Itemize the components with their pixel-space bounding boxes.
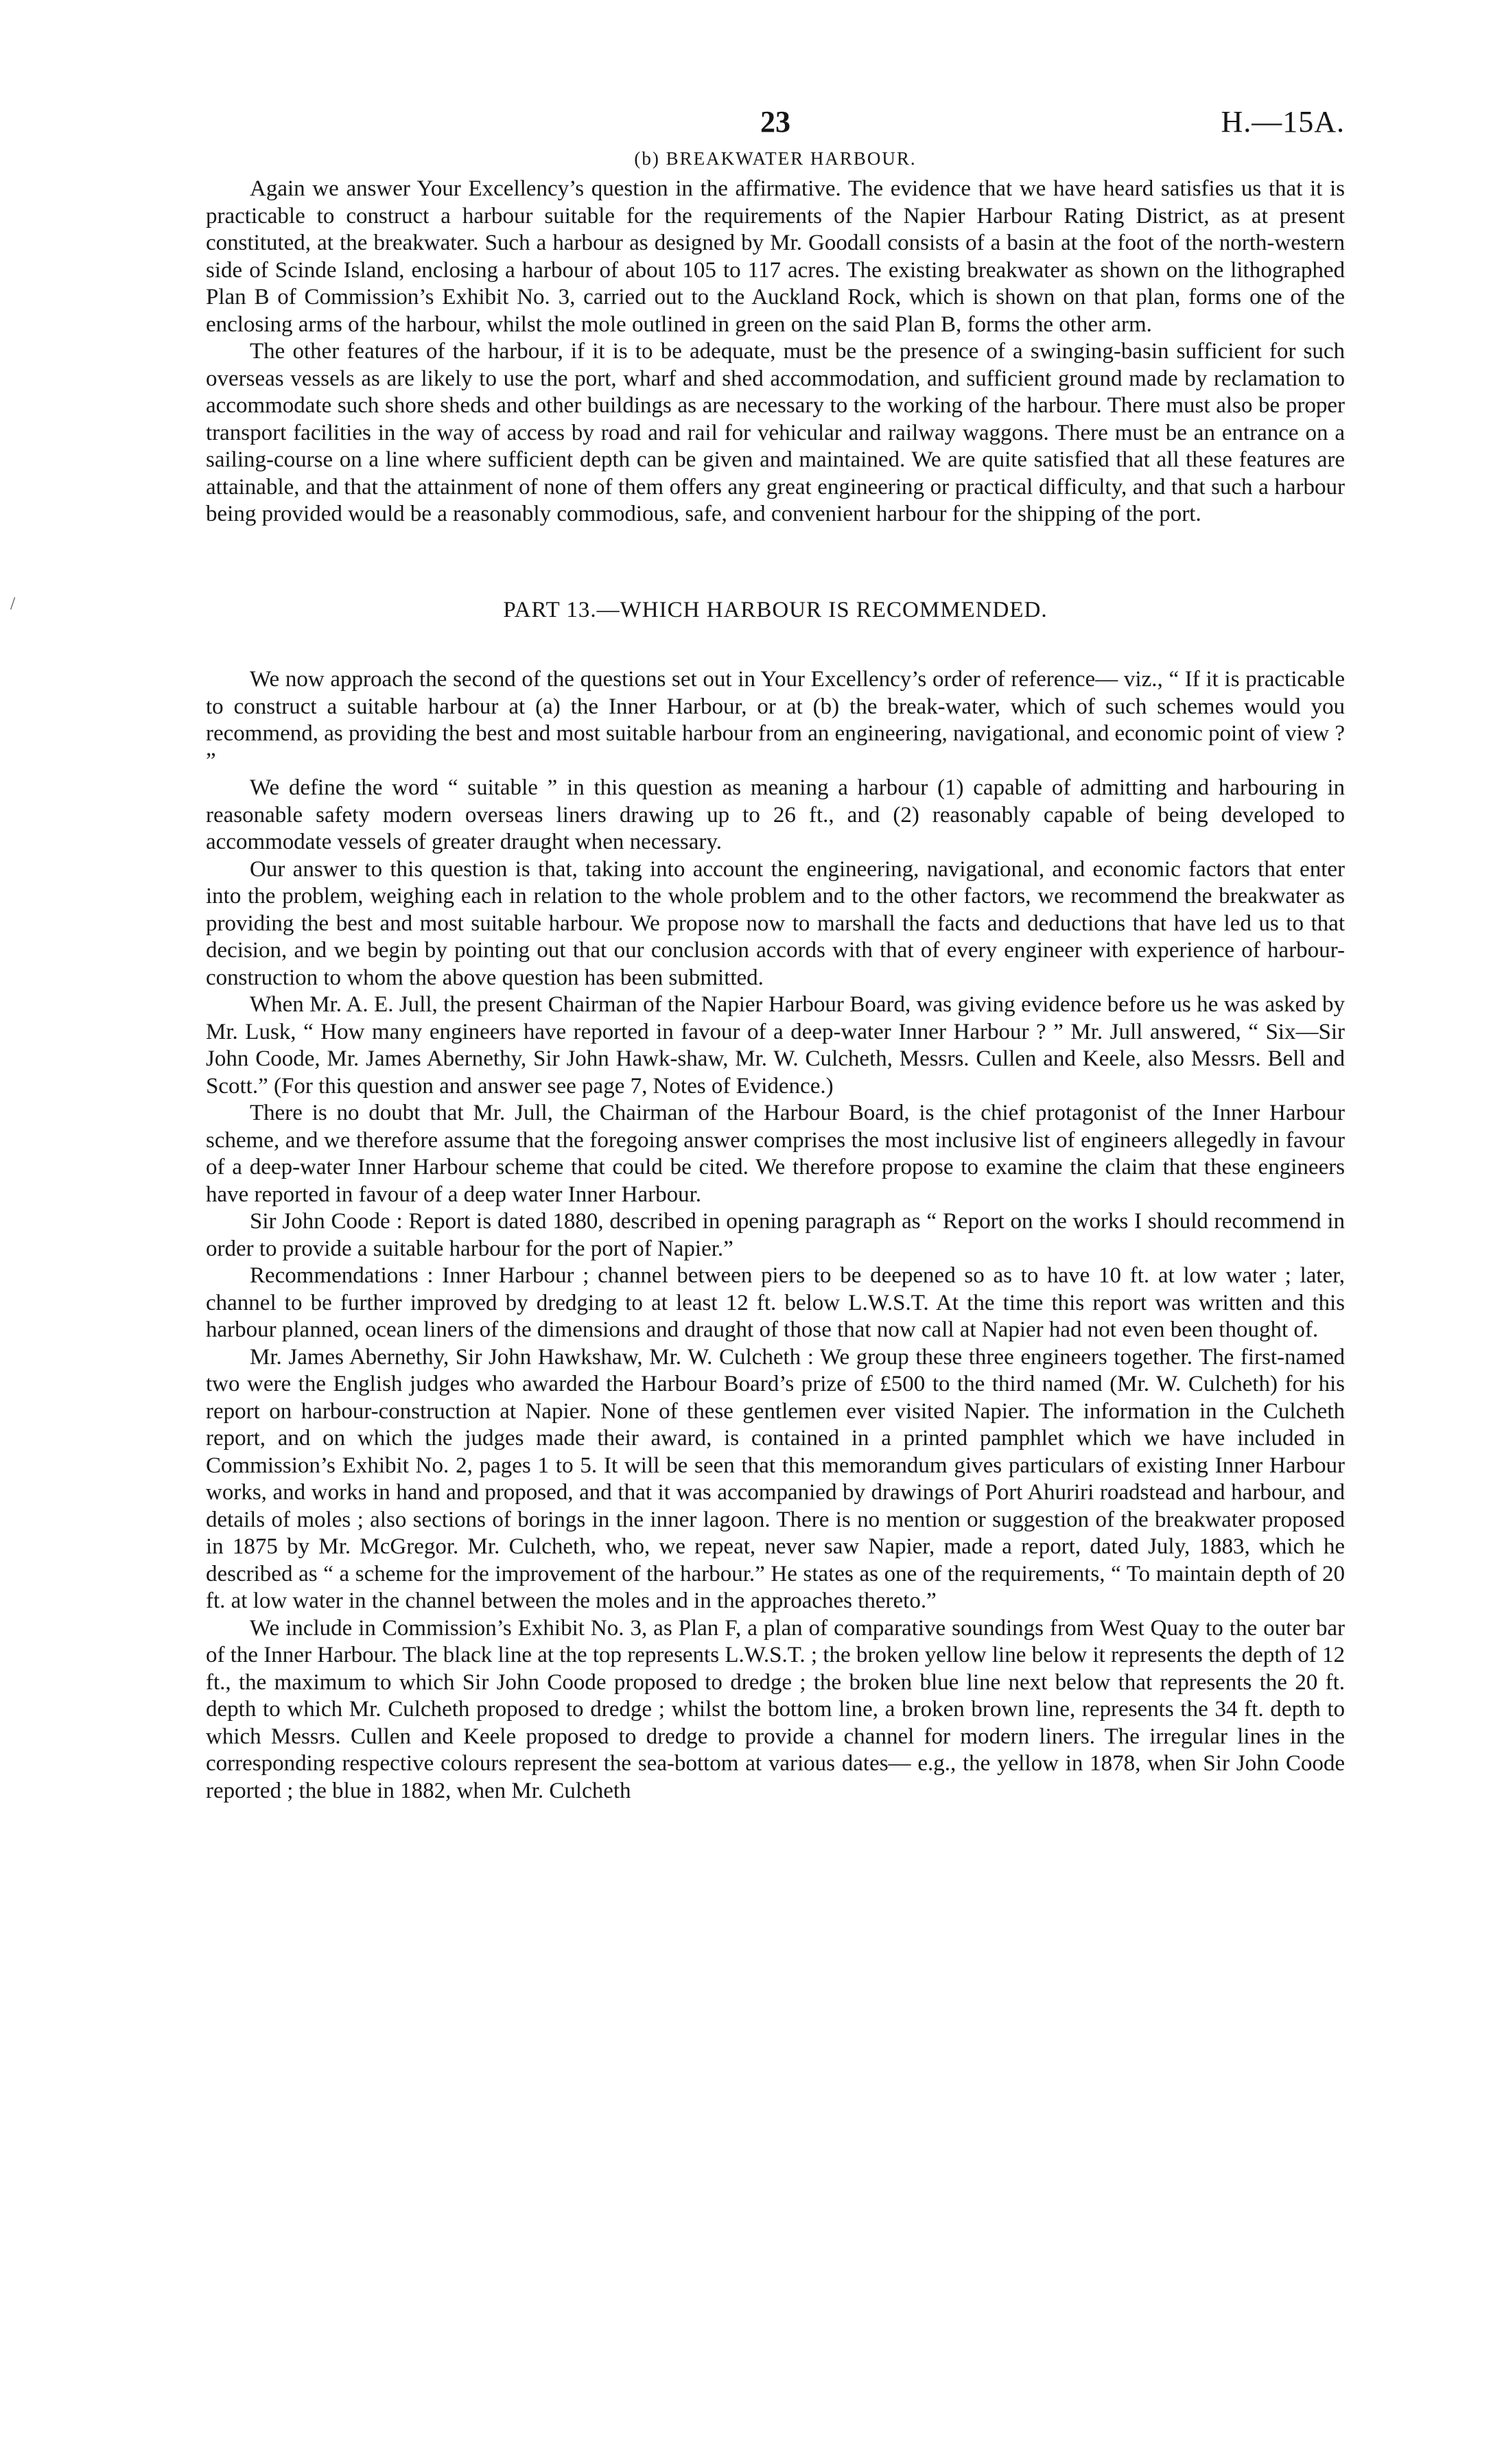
- paragraph: We now approach the second of the questions set out in Your Excellency’s order of reference— viz., “ If it is practicable to construct a suitable harbour at (a) the Inner Harbour, or at (b) the break-water, which of such schemes would you recommend, as providing the best and most suitable harbour from an engineering, navigational, and economic point of view ? ”: [206, 667, 1345, 773]
- paragraph: Sir John Coode : Report is dated 1880, described in opening paragraph as “ Report on the works I should recommend in order to provide a suitable harbour for the port of Napier.”: [206, 1209, 1345, 1261]
- section-heading-breakwater: (b) BREAKWATER HARBOUR.: [634, 148, 917, 169]
- paragraph: Mr. James Abernethy, Sir John Hawkshaw, Mr. W. Culcheth : We group these three engineers together. The first-named two were the English judges who awarded the Harbour Board’s prize of £500 to the third named (Mr. W. Culcheth) for his report on harbour-construction at Napier. None of these gentlemen ever visited Napier. The information in the Culcheth report, and on which the judges made their award, is contained in a printed pamphlet which we have included in Commission’s Exhibit No. 2, pages 1 to 5. It will be seen that this memorandum gives particulars of existing Inner Harbour works, and works in hand and proposed, and that it was accompanied by drawings of Port Ahuriri roadstead and harbour, and details of moles ; also sections of borings in the inner lagoon. There is no mention or suggestion of the breakwater proposed in 1875 by Mr. McGregor. Mr. Culcheth, who, we repeat, never saw Napier, made a report, dated July, 1883, which he described as “ a scheme for the improvement of the harbour.” He states as one of the requirements, “ To maintain depth of 20 ft. at low water in the channel between the moles and in the approaches thereto.”: [206, 1344, 1345, 1613]
- paragraph: We define the word “ suitable ” in this question as meaning a harbour (1) capable of admitting and harbouring in reasonable safety modern overseas liners drawing up to 26 ft., and (2) reasonably capable of being developed to accommodate vessels of greater draught when necessary.: [206, 775, 1345, 854]
- paragraph: The other features of the harbour, if it is to be adequate, must be the presence of a swinging-basin sufficient for such overseas vessels as are likely to use the port, wharf and shed accommodation, and sufficient ground made by reclamation to accommodate such shore sheds and other buildings as are necessary to the working of the harbour. There must also be proper transport facilities in the way of access by road and rail for vehicular and railway waggons. There must be an entrance on a sailing-course on a line where sufficient depth can be given and maintained. We are quite satisfied that all these features are attainable, and that the attainment of none of them offers any great engineering or practical difficulty, and that such a harbour being provided would be a reasonably commodious, safe, and convenient harbour for the shipping of the port.: [206, 339, 1345, 526]
- page-header: [206, 103, 1345, 145]
- document-reference: H.—15A.: [1221, 105, 1345, 139]
- paragraph: There is no doubt that Mr. Jull, the Chairman of the Harbour Board, is the chief protagonist of the Inner Harbour scheme, and we therefore assume that the foregoing answer comprises the most inclusive list of engineers allegedly in favour of a deep-water Inner Harbour scheme that could be cited. We therefore propose to examine the claim that these engineers have reported in favour of a deep water Inner Harbour.: [206, 1101, 1345, 1207]
- paragraph: Recommendations : Inner Harbour ; channel between piers to be deepened so as to have 10 ft. at low water ; later, channel to be further improved by dredging to at least 12 ft. below L.W.S.T. At the time this report was written and this harbour planned, ocean liners of the dimensions and draught of those that now call at Napier had not even been thought of.: [206, 1263, 1345, 1342]
- paragraph: We include in Commission’s Exhibit No. 3, as Plan F, a plan of comparative soundings from West Quay to the outer bar of the Inner Harbour. The black line at the top represents L.W.S.T. ; the broken yellow line below it represents the depth of 12 ft., the maximum to which Sir John Coode proposed to dredge ; the broken blue line next below that represents the 20 ft. depth to which Mr. Culcheth proposed to dredge ; whilst the bottom line, a broken brown line, represents the 34 ft. depth to which Messrs. Cullen and Keele proposed to dredge to provide a channel for modern liners. The irregular lines in the corresponding respective colours represent the sea-bottom at various dates— e.g., the yellow in 1878, when Sir John Coode reported ; the blue in 1882, when Mr. Culcheth: [206, 1615, 1345, 1803]
- margin-pencil-mark: /: [10, 594, 16, 613]
- part-13-heading: PART 13.—WHICH HARBOUR IS RECOMMENDED.: [503, 597, 1048, 622]
- paragraph: When Mr. A. E. Jull, the present Chairman of the Napier Harbour Board, was giving evidence before us he was asked by Mr. Lusk, “ How many engineers have reported in favour of a deep-water Inner Harbour ? ” Mr. Jull answered, “ Six—Sir John Coode, Mr. James Abernethy, Sir John Hawk-shaw, Mr. W. Culcheth, Messrs. Cullen and Keele, also Messrs. Bell and Scott.” (For this question and answer see page 7, Notes of Evidence.): [206, 992, 1345, 1099]
- page-number: 23: [760, 105, 790, 139]
- document-page: [10, 103, 1345, 1805]
- paragraph: Our answer to this question is that, taking into account the engineering, navigational, and economic factors that enter into the problem, weighing each in relation to the whole problem and to the other factors, we recommend the breakwater as providing the best and most suitable harbour. We propose now to marshall the facts and deductions that have led us to that decision, and we begin by pointing out that our conclusion accords with that of every engineer with experience of harbour-construction to whom the above question has been submitted.: [206, 856, 1345, 990]
- paragraph: Again we answer Your Excellency’s question in the affirmative. The evidence that we have heard satisfies us that it is practicable to construct a harbour suitable for the requirements of the Napier Harbour Rating District, as at present constituted, at the breakwater. Such a harbour as designed by Mr. Goodall consists of a basin at the foot of the north-western side of Scinde Island, enclosing a harbour of about 105 to 117 acres. The existing breakwater as shown on the lithographed Plan B of Commission’s Exhibit No. 3, carried out to the Auckland Rock, which is shown on that plan, forms one of the enclosing arms of the harbour, whilst the mole outlined in green on the said Plan B, forms the other arm.: [206, 176, 1345, 337]
